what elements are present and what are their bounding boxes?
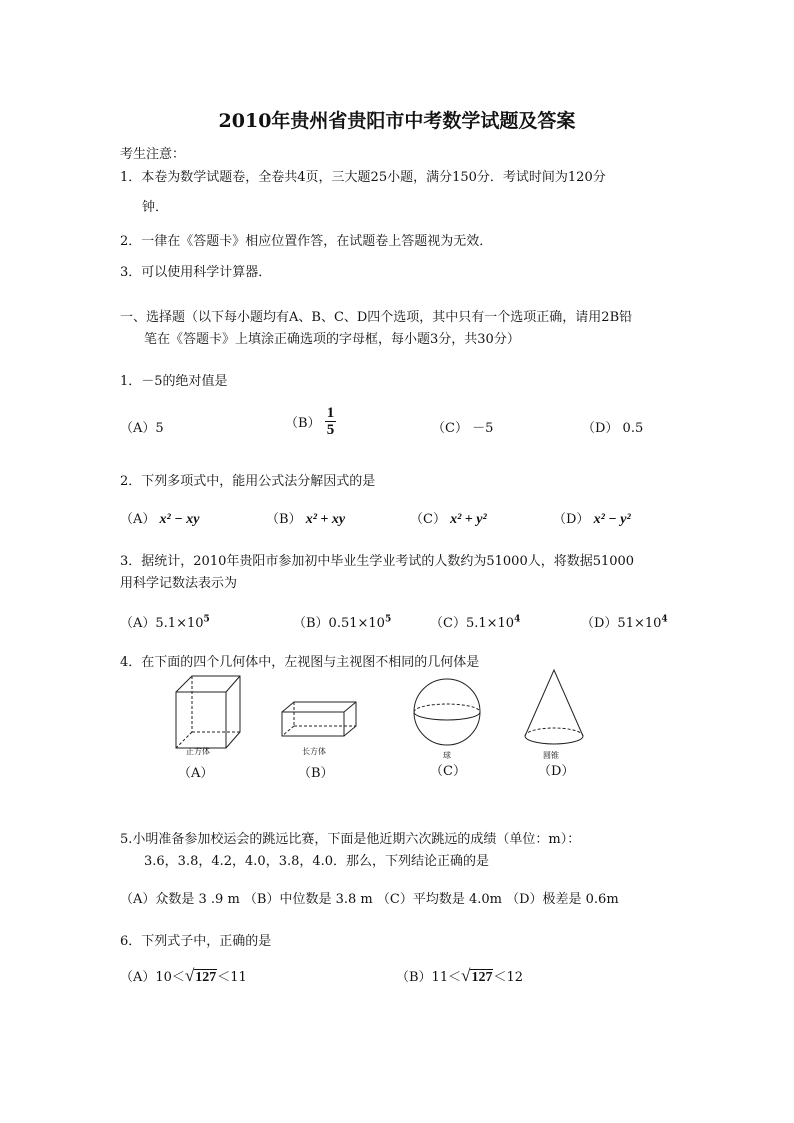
q6-option-b-tail: ＜12	[493, 970, 523, 985]
cube-figure	[174, 672, 244, 752]
section-heading-line1: 一、选择题（以下每小题均有A、B、C、D四个选项，其中只有一个选项正确，请用2B铅	[120, 310, 633, 325]
q2-option-d-label: （D）	[553, 512, 590, 527]
q3-option-a-exp: 5	[203, 614, 210, 625]
q3-option-a	[120, 612, 210, 631]
notice-item-3: 3．可以使用科学计算器．	[120, 265, 272, 280]
cone-caption: 圆锥	[543, 751, 559, 760]
q3-option-b	[293, 612, 391, 631]
q1-option-b-fraction	[325, 405, 337, 438]
q2-option-b-expr: x² + xy	[305, 512, 346, 527]
q2-option-a-label: （A）	[120, 512, 156, 527]
q2-option-d-expr: x² − y²	[593, 512, 631, 527]
q5-stem-line2: 3.6，3.8，4.2，4.0，3.8，4.0．那么，下列结论正确的是	[144, 854, 490, 869]
q1-option-c: （C） －5	[432, 421, 494, 436]
q3-stem-line1: 3．据统计，2010年贵阳市参加初中毕业生学业考试的人数约为51000人，将数据51000	[120, 554, 635, 569]
sphere-figure	[410, 676, 484, 748]
q2-option-c	[410, 508, 487, 528]
q6-option-a-label: （A）10＜	[120, 970, 185, 985]
q2-option-a-expr: x² − xy	[159, 512, 200, 527]
notice-item-1-cont: 钟．	[142, 200, 169, 215]
fraction-numerator: 1	[326, 405, 335, 421]
q3-option-d	[581, 612, 668, 631]
q3-option-a-base: （A）5.1×10	[120, 616, 204, 631]
q1-option-b	[285, 405, 336, 438]
q3-option-b-base: （B）0.51×10	[293, 616, 385, 631]
q1-option-b-label: （B）	[285, 416, 321, 431]
fraction-denominator: 5	[326, 422, 335, 438]
sqrt-symbol: √127	[184, 966, 217, 985]
q2-option-d	[553, 508, 631, 528]
q1-option-d: （D） 0.5	[582, 421, 644, 436]
cuboid-caption: 长方体	[302, 747, 326, 756]
q1-stem: 1．－5的绝对值是	[120, 374, 228, 389]
q3-option-d-base: （D）51×10	[581, 616, 662, 631]
cuboid-letter: （B）	[298, 766, 334, 781]
q6-option-b-label: （B）11＜	[396, 970, 462, 985]
cube-caption: 正方体	[186, 747, 210, 756]
section-heading-line2: 笔在《答题卡》上填涂正确选项的字母框，每小题3分，共30分）	[144, 332, 520, 347]
cone-figure	[522, 668, 586, 752]
q3-stem-line2: 用科学记数法表示为	[120, 576, 238, 591]
cube-letter: （A）	[178, 766, 214, 781]
q6-option-a	[120, 966, 247, 986]
sqrt-symbol: √127	[461, 966, 493, 985]
q3-option-c-exp: 4	[514, 614, 521, 625]
q3-option-b-exp: 5	[384, 614, 392, 625]
q3-option-d-exp: 4	[661, 614, 668, 625]
radicand: 127	[471, 970, 493, 985]
q6-option-a-tail: ＜11	[217, 970, 247, 985]
cone-letter: （D）	[538, 764, 575, 779]
cuboid-figure	[280, 700, 360, 740]
notice-item-2: 2．一律在《答题卡》相应位置作答，在试题卷上答题视为无效．	[120, 234, 493, 249]
q5-options: （A）众数是 3 .9 m （B）中位数是 3.8 m （C）平均数是 4.0m （D）极差是 0.6m	[120, 892, 619, 907]
q3-option-c	[430, 612, 520, 631]
sphere-caption: 球	[443, 751, 451, 760]
sphere-letter: （C）	[430, 764, 466, 779]
q4-stem: 4．在下面的四个几何体中，左视图与主视图不相同的几何体是	[120, 655, 480, 670]
q6-stem: 6．下列式子中，正确的是	[120, 934, 272, 949]
q1-option-a: （A）5	[120, 421, 164, 436]
notice-heading: 考生注意：	[120, 147, 186, 162]
q2-option-c-expr: x² + y²	[450, 512, 487, 527]
page-title: 2010年贵州省贵阳市中考数学试题及答案	[218, 110, 576, 132]
q2-option-b-label: （B）	[266, 512, 302, 527]
q6-option-b	[396, 966, 523, 986]
q2-option-c-label: （C）	[410, 512, 446, 527]
radicand: 127	[195, 970, 217, 985]
q5-stem-line1: 5.小明准备参加校运会的跳远比赛，下面是他近期六次跳远的成绩（单位：m）：	[120, 832, 581, 847]
q2-option-a	[120, 508, 199, 528]
q2-stem: 2．下列多项式中，能用公式法分解因式的是	[120, 474, 376, 489]
q2-option-b	[266, 508, 345, 528]
notice-item-1: 1．本卷为数学试题卷，全卷共4页，三大题25小题，满分150分．考试时间为120分	[120, 170, 606, 185]
q3-option-c-base: （C）5.1×10	[430, 616, 515, 631]
